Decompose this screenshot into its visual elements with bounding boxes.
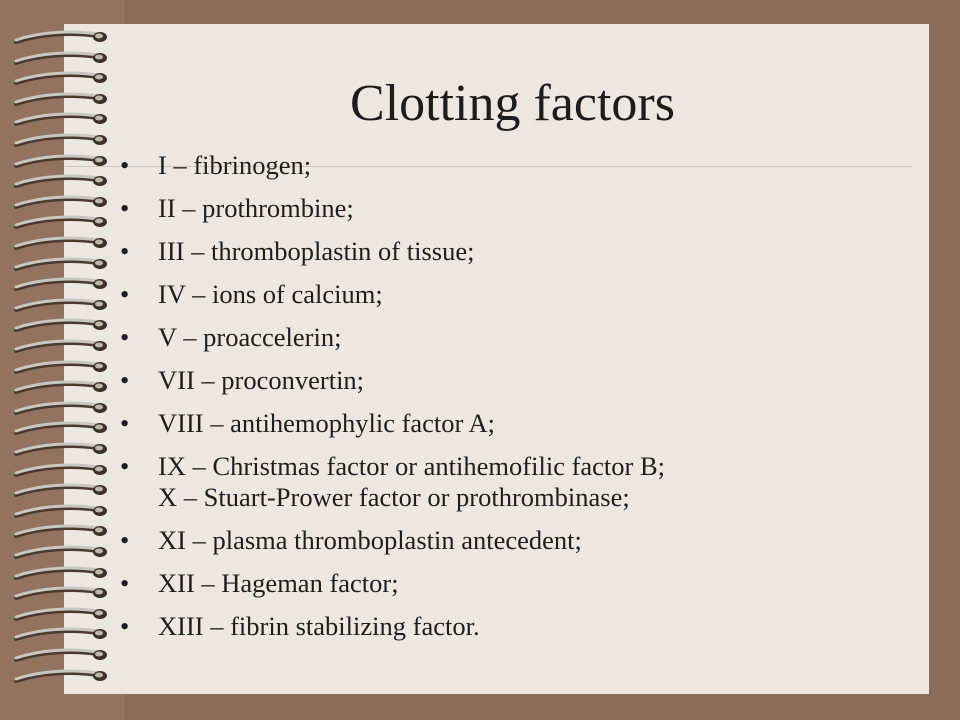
bullet-dot-icon: •: [120, 408, 130, 438]
bullet-dot-icon: •: [120, 193, 130, 223]
list-item-text: XI – plasma thromboplastin antecedent;: [158, 525, 582, 555]
spiral-ring-icon: [10, 174, 110, 192]
spiral-ring-icon: [10, 154, 110, 172]
spiral-ring-icon: [10, 133, 110, 151]
spiral-ring-icon: [10, 360, 110, 378]
spiral-ring-icon: [10, 483, 110, 501]
list-item-text: II – prothrombine;: [158, 193, 354, 223]
list-item: [120, 365, 665, 396]
bullet-dot-icon: •: [120, 451, 130, 481]
list-item: [120, 322, 665, 353]
list-item-text: XII – Hageman factor;: [158, 568, 399, 598]
list-item: [120, 236, 665, 267]
spiral-ring-icon: [10, 298, 110, 316]
bullet-dot-icon: •: [120, 568, 130, 598]
spiral-ring-icon: [10, 442, 110, 460]
bullet-dot-icon: •: [120, 365, 130, 395]
spiral-ring-icon: [10, 339, 110, 357]
spiral-ring-icon: [10, 318, 110, 336]
spiral-ring-icon: [10, 215, 110, 233]
bullet-dot-icon: •: [120, 525, 130, 555]
spiral-ring-icon: [10, 257, 110, 275]
spiral-ring-icon: [10, 669, 110, 687]
spiral-ring-icon: [10, 463, 110, 481]
spiral-ring-icon: [10, 545, 110, 563]
list-item-text: I – fibrinogen;: [158, 150, 312, 180]
list-item: [120, 193, 665, 224]
list-item: [120, 611, 665, 642]
list-item: [120, 279, 665, 310]
list-item-text: XIII – fibrin stabilizing factor.: [158, 611, 480, 641]
spiral-ring-icon: [10, 51, 110, 69]
list-item: [120, 408, 665, 439]
list-item-text: V – proaccelerin;: [158, 322, 342, 352]
bullet-dot-icon: •: [120, 236, 130, 266]
spiral-ring-icon: [10, 195, 110, 213]
list-item-text: X – Stuart-Prower factor or prothrombinase;: [158, 482, 630, 512]
spiral-ring-icon: [10, 277, 110, 295]
list-item: [120, 150, 665, 181]
spiral-ring-icon: [10, 421, 110, 439]
list-item: [120, 568, 665, 599]
list-item: [120, 525, 665, 556]
list-item-text: VIII – antihemophylic factor A;: [158, 408, 496, 438]
spiral-ring-icon: [10, 566, 110, 584]
bullet-dot-icon: •: [120, 611, 130, 641]
spiral-ring-icon: [10, 30, 110, 48]
list-item-text: IX – Christmas factor or antihemofilic factor B;: [158, 451, 666, 481]
spiral-ring-icon: [10, 236, 110, 254]
spiral-ring-icon: [10, 627, 110, 645]
bullet-dot-icon: •: [120, 322, 130, 352]
spiral-ring-icon: [10, 524, 110, 542]
list-item: [120, 451, 665, 513]
spiral-ring-icon: [10, 401, 110, 419]
clotting-factor-list: [120, 150, 665, 654]
list-item-text: VII – proconvertin;: [158, 365, 365, 395]
spiral-ring-icon: [10, 380, 110, 398]
bullet-dot-icon: •: [120, 279, 130, 309]
slide-title: Clotting factors: [350, 75, 675, 132]
spiral-ring-icon: [10, 607, 110, 625]
list-item-text: IV – ions of calcium;: [158, 279, 383, 309]
bullet-dot-icon: •: [120, 150, 130, 180]
list-item-text: III – thromboplastin of tissue;: [158, 236, 475, 266]
spiral-ring-icon: [10, 586, 110, 604]
spiral-ring-icon: [10, 504, 110, 522]
spiral-ring-icon: [10, 648, 110, 666]
